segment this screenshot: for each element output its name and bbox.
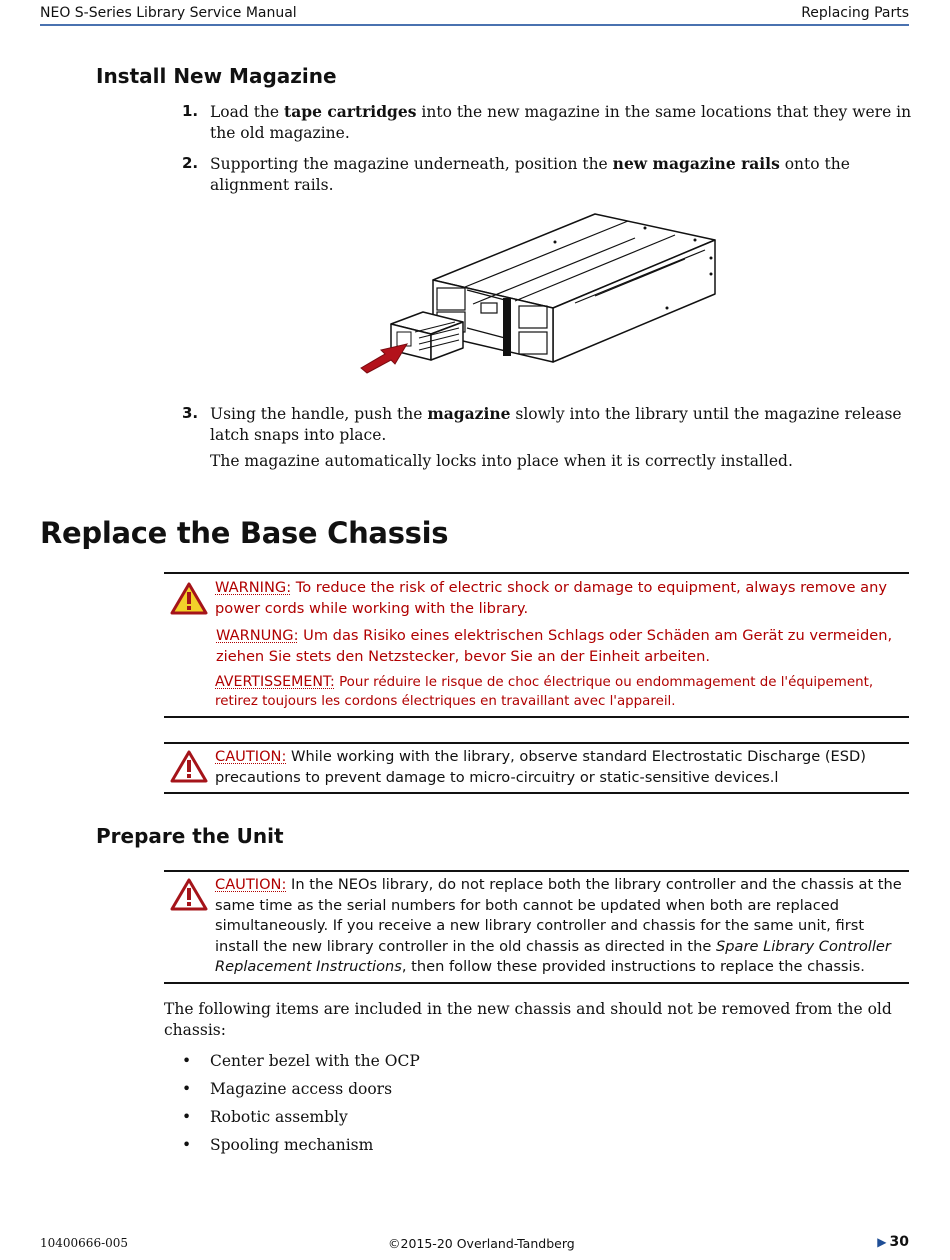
page-number: ▶ 30 (877, 1234, 909, 1250)
prepare-unit-heading: Prepare the Unit (96, 824, 284, 848)
magazine-insertion-illustration (355, 208, 725, 374)
step-3 (182, 403, 912, 472)
step-number: 3. (182, 404, 199, 422)
list-item: • Center bezel with the OCP (182, 1052, 420, 1070)
caution-triangle-icon (170, 750, 208, 784)
step-2 (182, 153, 912, 196)
warning-fr: AVERTISSEMENT: Pour réduire le risque de choc électrique ou endommagement de l'équipement, retirez toujours les cordons électriques en travaillant avec l'appareil. (215, 674, 874, 709)
page-footer (40, 1236, 909, 1256)
step-number: 1. (182, 102, 199, 120)
step-note: The magazine automatically locks into place when it is correctly installed. (210, 452, 793, 470)
items-intro: The following items are included in the new chassis and should not be removed from the old chassis: (164, 1000, 892, 1039)
step-number: 2. (182, 154, 199, 172)
replace-base-chassis-heading: Replace the Base Chassis (40, 516, 449, 550)
caution-box-esd (164, 742, 909, 794)
install-new-magazine-heading: Install New Magazine (96, 64, 337, 88)
warning-de: WARNUNG: Um das Risiko eines elektrischen Schlags oder Schäden am Gerät zu vermeiden, ziehen Sie stets den Netzstecker, bevor Sie an der Einheit arbeiten. (216, 627, 893, 665)
list-item: • Spooling mechanism (182, 1136, 374, 1154)
copyright: ©2015-20 Overland-Tandberg (388, 1236, 575, 1251)
manual-title: NEO S-Series Library Service Manual (40, 5, 297, 21)
list-item: • Magazine access doors (182, 1080, 393, 1098)
included-items-list (182, 1051, 420, 1163)
caution-triangle-icon (170, 878, 208, 912)
step-text: Load the tape cartridges into the new magazine in the same locations that they were in the old magazine. (210, 102, 912, 142)
caution-content: CAUTION: While working with the library, observe standard Electrostatic Discharge (ESD) precautions to prevent damage to micro-circuitry or static-sensitive devices.l (215, 748, 866, 786)
caution-box-controller (164, 870, 909, 984)
warning-box (164, 572, 909, 718)
warning-en: WARNING: To reduce the risk of electric shock or damage to equipment, always remove any power cords while working with the library. (215, 579, 887, 617)
page-arrow-icon: ▶ (877, 1235, 887, 1249)
step-text: Supporting the magazine underneath, position the new magazine rails onto the alignment rails. (210, 154, 850, 194)
chapter-title: Replacing Parts (801, 5, 909, 21)
warning-content (215, 578, 909, 711)
page-header (40, 2, 909, 26)
step-text: Using the handle, push the magazine slowly into the library until the magazine release latch snaps into place. The magazine automatically locks into place when it is correctly installed. (210, 403, 912, 472)
caution-content: CAUTION: In the NEOs library, do not replace both the library controller and the chassis at the same time as the serial numbers for both cannot be updated when both are replaced simultaneously. If you receive a new library controller and chassis for the same unit, first install the new library controller in the old chassis as directed in the Spare Library Controller Replacement Instructions, then follow these provided instructions to replace the chassis. (215, 876, 902, 975)
list-item: • Robotic assembly (182, 1108, 348, 1126)
step-1 (182, 101, 912, 144)
insert-arrow-icon (361, 344, 407, 373)
warning-triangle-icon (170, 582, 208, 616)
document-number: 10400666-005 (40, 1236, 129, 1250)
